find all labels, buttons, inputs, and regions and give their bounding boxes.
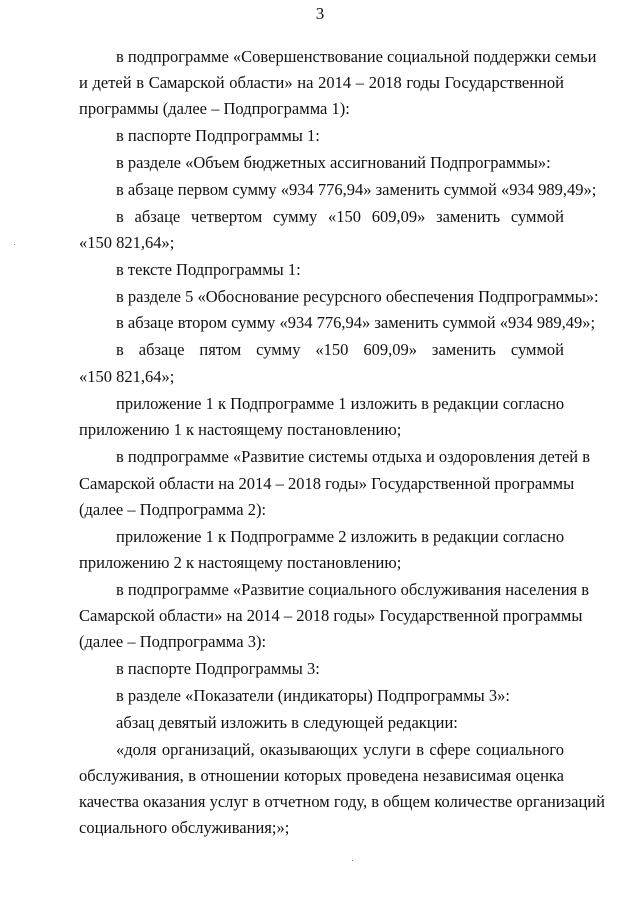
text-line: программы (далее – Подпрограмма 1): [79,99,350,118]
text-line: (далее – Подпрограмма 2): [79,500,267,519]
text-line: приложению 1 к настоящему постановлению; [79,420,402,439]
text-line: в абзаце втором сумму «934 776,94» заменить суммой «934 989,49»; [116,313,596,332]
text-line: в разделе «Показатели (индикаторы) Подпрограммы 3»: [116,686,510,705]
text-line: «доля организаций, оказывающих услуги в сфере социального [116,740,564,759]
text-line: «150 821,64»; [79,367,175,386]
text-line: (далее – Подпрограмма 3): [79,632,267,651]
text-line: в паспорте Подпрограммы 3: [116,659,320,678]
text-line: в разделе 5 «Обоснование ресурсного обеспечения Подпрограммы»: [116,287,599,306]
scan-speck [14,244,15,245]
text-line: приложению 2 к настоящему постановлению; [79,553,402,572]
text-line: качества оказания услуг в отчетном году, в общем количестве организаций [79,792,605,811]
text-line: в абзаце первом сумму «934 776,94» заменить суммой «934 989,49»; [116,180,597,199]
text-line: Самарской области» на 2014 – 2018 годы» Государственной программы [79,606,583,625]
text-line: в абзаце пятом сумму «150 609,09» заменить суммой [116,340,564,359]
text-line: абзац девятый изложить в следующей редакции: [116,713,458,732]
text-line: в подпрограмме «Совершенствование социальной поддержки семьи [116,47,597,66]
text-line: в разделе «Объем бюджетных ассигнований Подпрограммы»: [116,153,551,172]
text-line: социального обслуживания;»; [79,818,290,837]
text-line: приложение 1 к Подпрограмме 2 изложить в редакции согласно [116,527,565,546]
page-number: 3 [315,4,325,23]
text-line: обслуживания, в отношении которых проведена независимая оценка [79,766,564,785]
text-line: и детей в Самарской области» на 2014 – 2018 годы Государственной [79,73,564,92]
text-line: в паспорте Подпрограммы 1: [116,126,320,145]
text-line: в подпрограмме «Развитие системы отдыха и оздоровления детей в [116,447,591,466]
text-line: в абзаце четвертом сумму «150 609,09» заменить суммой [116,207,564,226]
text-line: в тексте Подпрограммы 1: [116,260,301,279]
text-line: «150 821,64»; [79,233,175,252]
scan-speck [352,860,353,861]
text-line: приложение 1 к Подпрограмме 1 изложить в редакции согласно [116,394,565,413]
text-line: в подпрограмме «Развитие социального обслуживания населения в [116,580,590,599]
text-line: Самарской области на 2014 – 2018 годы» Государственной программы [79,474,575,493]
